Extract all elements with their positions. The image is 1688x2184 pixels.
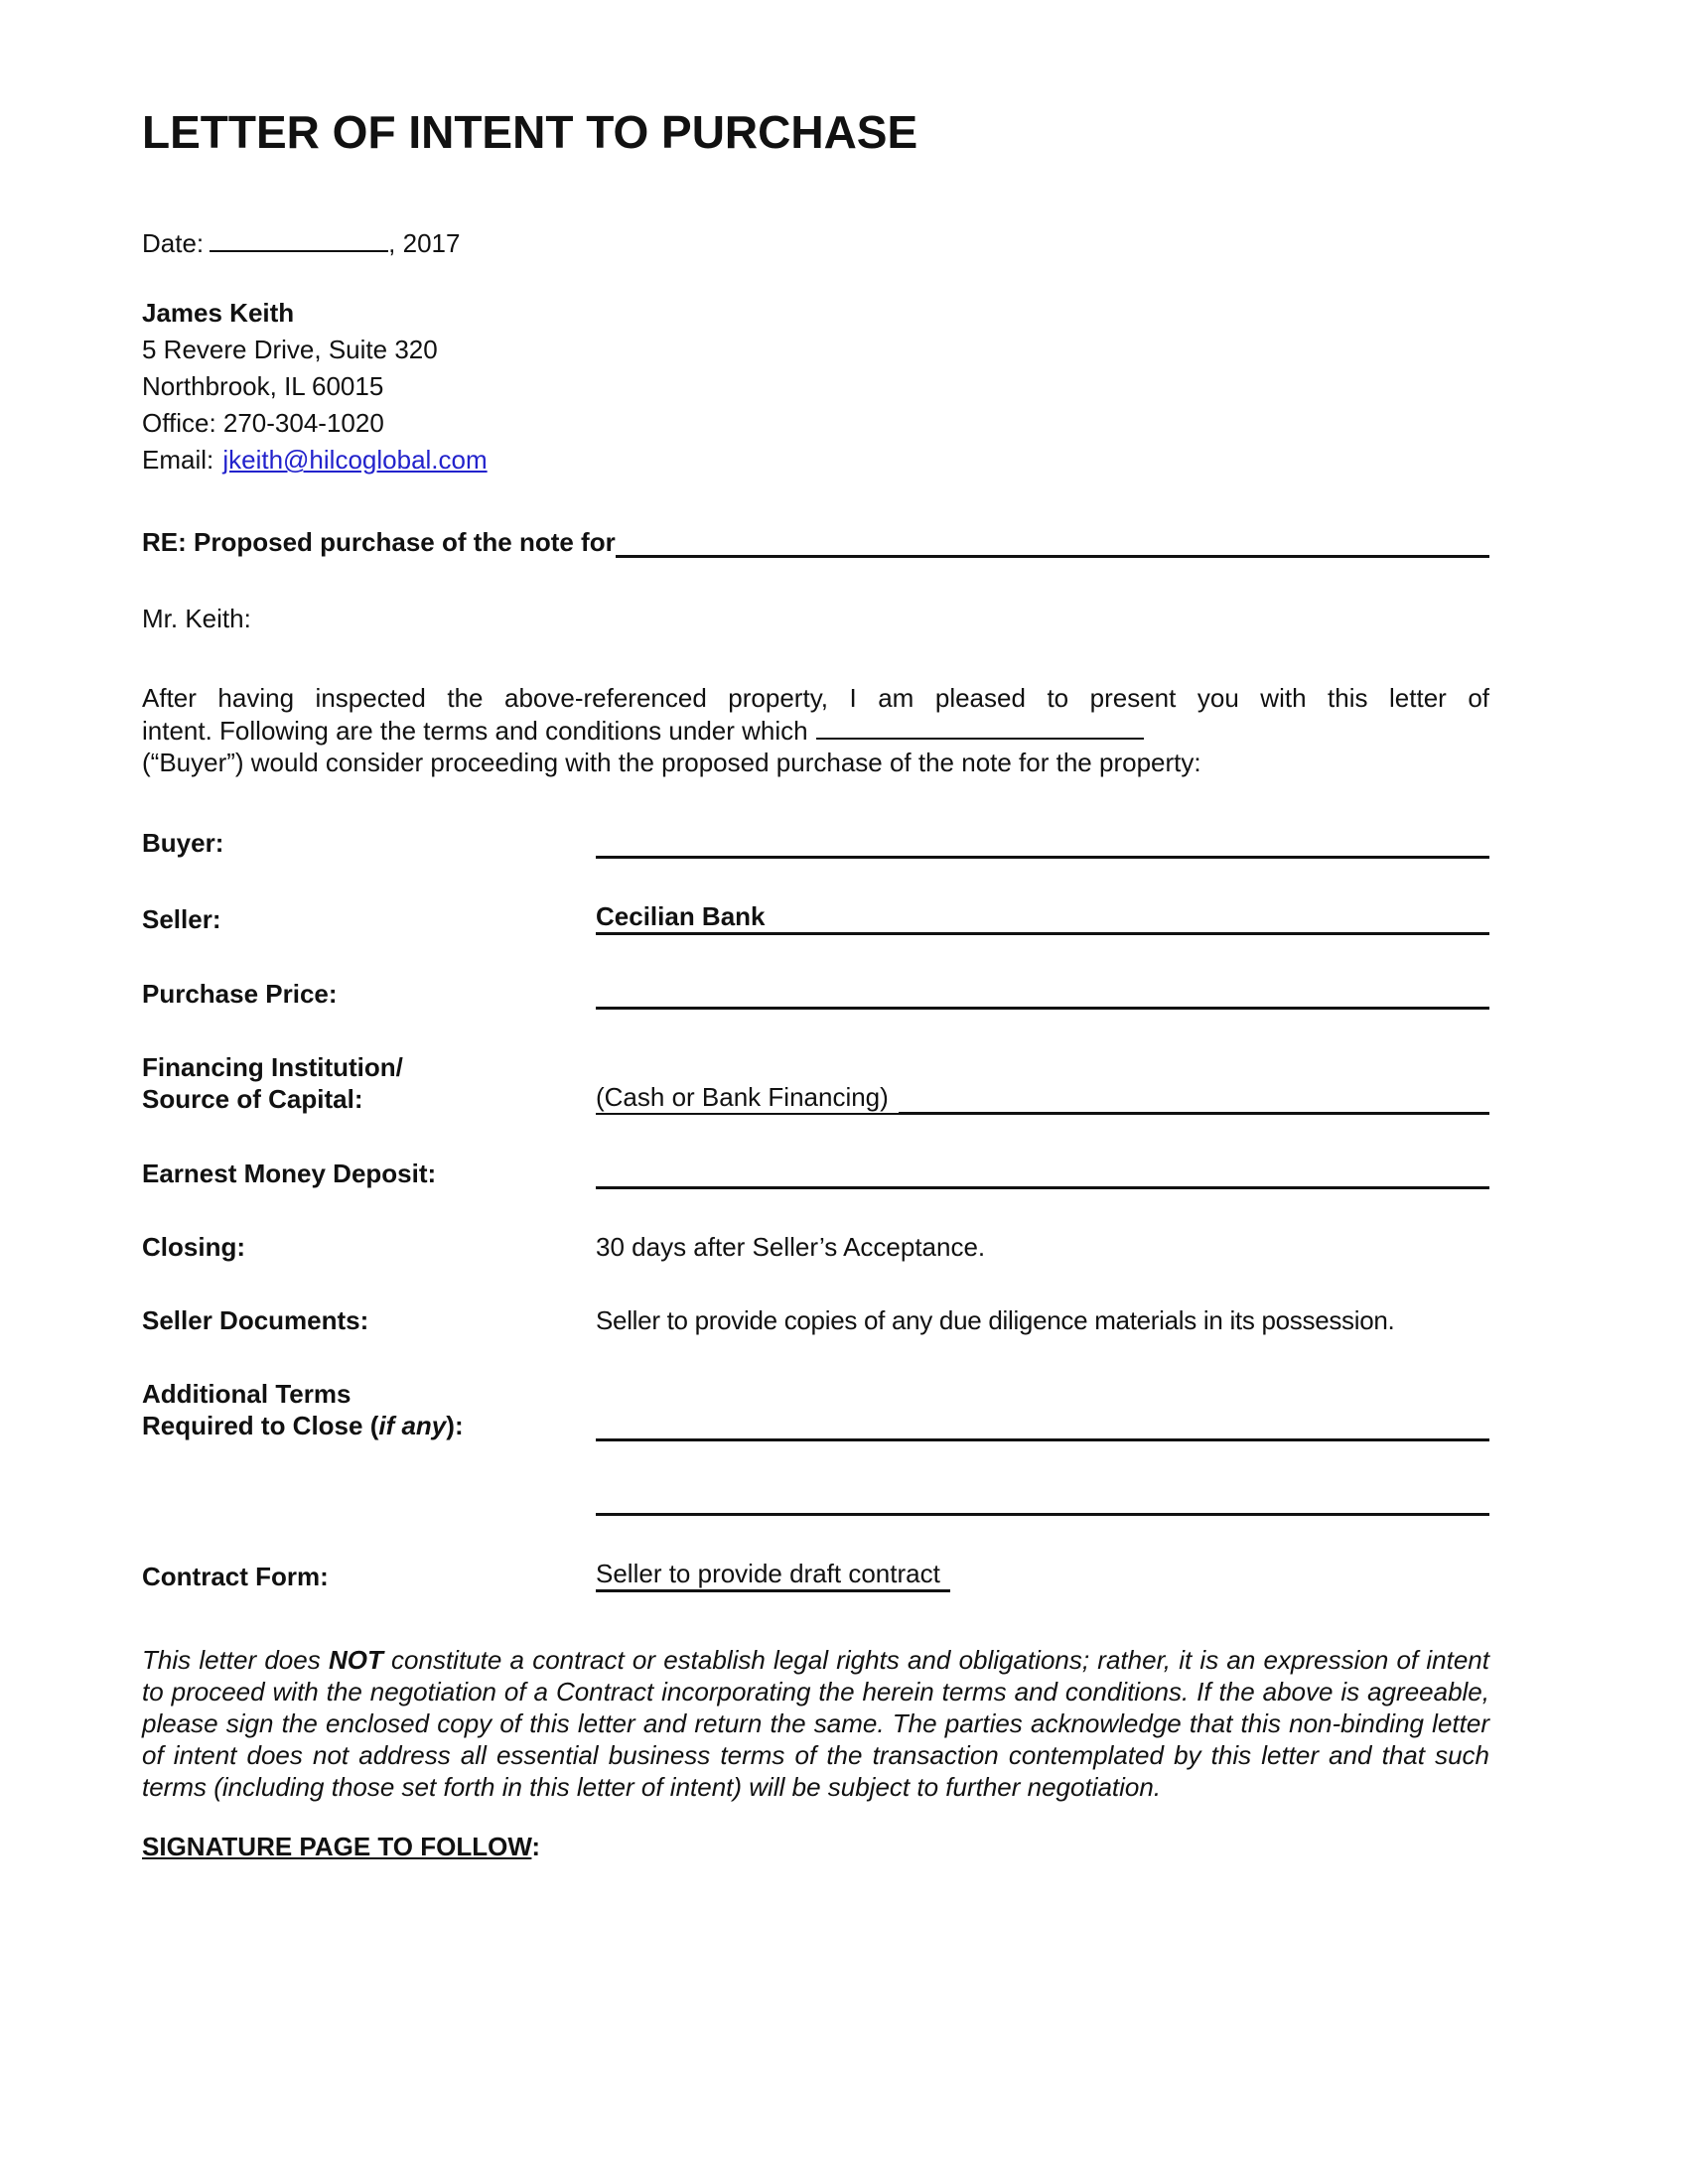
email-label: Email: [142,445,214,475]
seller-blank-line [775,902,1489,935]
re-blank-line [616,525,1489,558]
financing-label [142,1051,596,1115]
intro-line2 [142,714,1489,747]
buyer-blank-line [596,826,1489,859]
earnest-money-blank-line [596,1157,1489,1189]
seller-documents-value: Seller to provide copies of any due diligence materials in its possession. [596,1305,1395,1335]
seller-label: Seller: [142,904,221,934]
term-row-seller-documents [142,1304,1489,1336]
additional-terms-label [142,1378,596,1441]
closing-label: Closing: [142,1232,245,1262]
document-title: LETTER OF INTENT TO PURCHASE [142,106,918,158]
re-line [142,525,1489,558]
seller-value: Cecilian Bank [596,900,775,935]
term-row-closing [142,1231,1489,1263]
financing-label-line2: Source of Capital: [142,1084,363,1114]
additional-terms-blank-line1 [596,1409,1489,1441]
signature-note-text: SIGNATURE PAGE TO FOLLOW [142,1832,532,1861]
salutation: Mr. Keith: [142,604,251,633]
financing-value: (Cash or Bank Financing) [596,1081,899,1115]
disclaimer-paragraph [142,1644,1489,1803]
date-label: Date: [142,228,205,258]
additional-terms-blank-line2 [596,1483,1489,1516]
intro-paragraph [142,682,1489,778]
intro-line2-text: intent. Following are the terms and conditions under which [142,716,808,746]
intro-line3: (“Buyer”) would consider proceeding with the proposed purchase of the note for the property: [142,748,1201,777]
term-row-additional-terms [142,1378,1489,1441]
seller-documents-label: Seller Documents: [142,1305,369,1335]
contract-form-value: Seller to provide draft contract [596,1558,950,1592]
disclaimer-not-bold: NOT [328,1645,383,1675]
intro-line1: After having inspected the above-referenced property, I am pleased to present you with this letter of [142,683,1489,713]
term-row-buyer [142,826,1489,859]
financing-label-line1: Financing Institution/ [142,1052,403,1082]
financing-blank-line [899,1082,1489,1115]
additional-terms-label-line2: Required to Close (if any): [142,1411,464,1440]
email-link[interactable]: jkeith@hilcoglobal.com [222,445,488,475]
purchase-price-blank-line [596,977,1489,1010]
earnest-money-label: Earnest Money Deposit: [142,1159,437,1188]
recipient-address-line1: 5 Revere Drive, Suite 320 [142,335,438,364]
closing-value: 30 days after Seller’s Acceptance. [596,1232,986,1262]
term-row-contract-form [142,1558,1489,1592]
signature-note-colon: : [531,1832,541,1861]
intro-blank-line [816,714,1144,740]
buyer-label: Buyer: [142,828,224,858]
signature-note [142,1831,1489,1862]
if-any-italic: if any [378,1411,447,1440]
additional-terms-label-line1: Additional Terms [142,1379,352,1409]
contract-form-label: Contract Form: [142,1562,329,1591]
term-row-earnest-money [142,1157,1489,1189]
term-row-seller [142,900,1489,935]
purchase-price-label: Purchase Price: [142,979,338,1009]
recipient-email-line [142,442,1489,478]
recipient-name: James Keith [142,298,295,328]
date-blank-line [210,226,388,252]
recipient-address-line2: Northbrook, IL 60015 [142,371,384,401]
date-line [142,226,1489,259]
date-year: , 2017 [388,228,461,258]
recipient-block [142,295,1489,478]
disclaimer-part1: This letter does [142,1645,329,1675]
disclaimer-part2: constitute a contract or establish legal rights and obligations; rather, it is an expression of intent to proceed with the negotiation of a Contract incorporating the herein terms and conditions. If the above is agreeable, please sign the enclosed copy of this letter and return the same. The parties acknowledge that this non-binding letter of intent does not address all essential business terms of the transaction contemplated by this letter and that such terms (including those set forth in this letter of intent) will be subject to further negotiation. [142,1645,1489,1802]
term-row-additional-terms-extra [142,1483,1489,1516]
term-row-financing [142,1051,1489,1115]
recipient-phone: Office: 270-304-1020 [142,408,384,438]
term-row-purchase-price [142,977,1489,1010]
re-label: RE: Proposed purchase of the note for [142,527,616,557]
